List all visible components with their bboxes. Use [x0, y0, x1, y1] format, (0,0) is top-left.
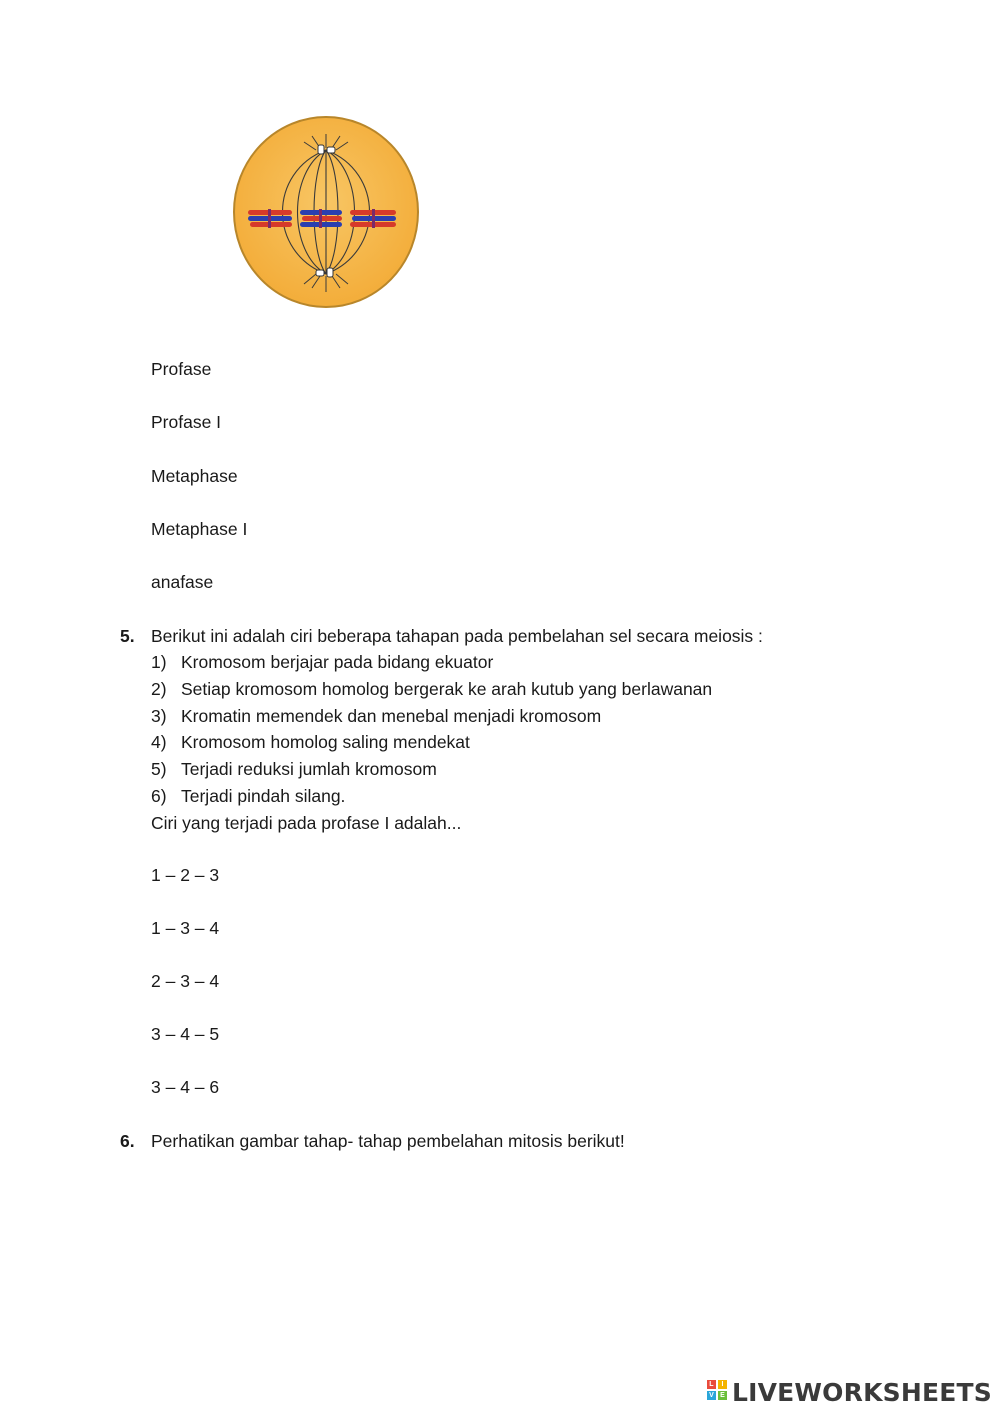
q4-option-5[interactable]: anafase	[151, 572, 214, 592]
q4-option-4[interactable]: Metaphase I	[151, 519, 248, 539]
q6-prompt: Perhatikan gambar tahap- tahap pembelahan mitosis berikut!	[151, 1131, 625, 1151]
q5-list-item	[151, 758, 437, 780]
q5-list-item	[151, 651, 493, 673]
liveworksheets-wordmark: LIVEWORKSHEETS	[731, 1377, 992, 1407]
q5-list-item	[151, 731, 470, 753]
q5-question: Ciri yang terjadi pada profase I adalah...	[151, 813, 462, 833]
q5-option-5[interactable]: 3 – 4 – 6	[151, 1077, 220, 1097]
list-item-text: Setiap kromosom homolog bergerak ke arah kutub yang berlawanan	[181, 679, 713, 699]
q5-list-item	[151, 678, 712, 700]
list-item-number: 6)	[151, 786, 167, 806]
list-item-text: Kromosom homolog saling mendekat	[181, 732, 470, 752]
chromosome-pair-2	[300, 209, 342, 228]
list-item-text: Kromosom berjajar pada bidang ekuator	[181, 652, 494, 672]
list-item-text: Terjadi pindah silang.	[181, 786, 346, 806]
q5-number: 5.	[120, 626, 135, 646]
list-item-number: 4)	[151, 732, 167, 752]
q6-number: 6.	[120, 1131, 135, 1151]
liveworksheets-logo	[707, 1377, 992, 1407]
q5-prompt: Berikut ini adalah ciri beberapa tahapan pada pembelahan sel secara meiosis :	[151, 626, 763, 646]
metaphase-cell-figure	[228, 112, 424, 312]
q5-option-4[interactable]: 3 – 4 – 5	[151, 1024, 220, 1044]
list-item-text: Terjadi reduksi jumlah kromosom	[181, 759, 437, 779]
list-item-number: 3)	[151, 706, 167, 726]
q5-option-1[interactable]: 1 – 2 – 3	[151, 865, 220, 885]
list-item-text: Kromatin memendek dan menebal menjadi kromosom	[181, 706, 602, 726]
chromosome-pair-3	[350, 209, 396, 228]
chromosomes	[248, 209, 396, 228]
q4-option-3[interactable]: Metaphase	[151, 466, 238, 486]
q5-option-2[interactable]: 1 – 3 – 4	[151, 918, 220, 938]
q4-option-1[interactable]: Profase	[151, 359, 212, 379]
q5-option-3[interactable]: 2 – 3 – 4	[151, 971, 220, 991]
list-item-number: 5)	[151, 759, 167, 779]
q4-option-2[interactable]: Profase I	[151, 412, 222, 432]
chromosome-pair-1	[248, 209, 292, 228]
q5-list-item	[151, 705, 601, 727]
q5-list-item	[151, 785, 345, 807]
list-item-number: 1)	[151, 652, 167, 672]
list-item-number: 2)	[151, 679, 167, 699]
liveworksheets-mark-icon: L I V E	[707, 1380, 729, 1404]
